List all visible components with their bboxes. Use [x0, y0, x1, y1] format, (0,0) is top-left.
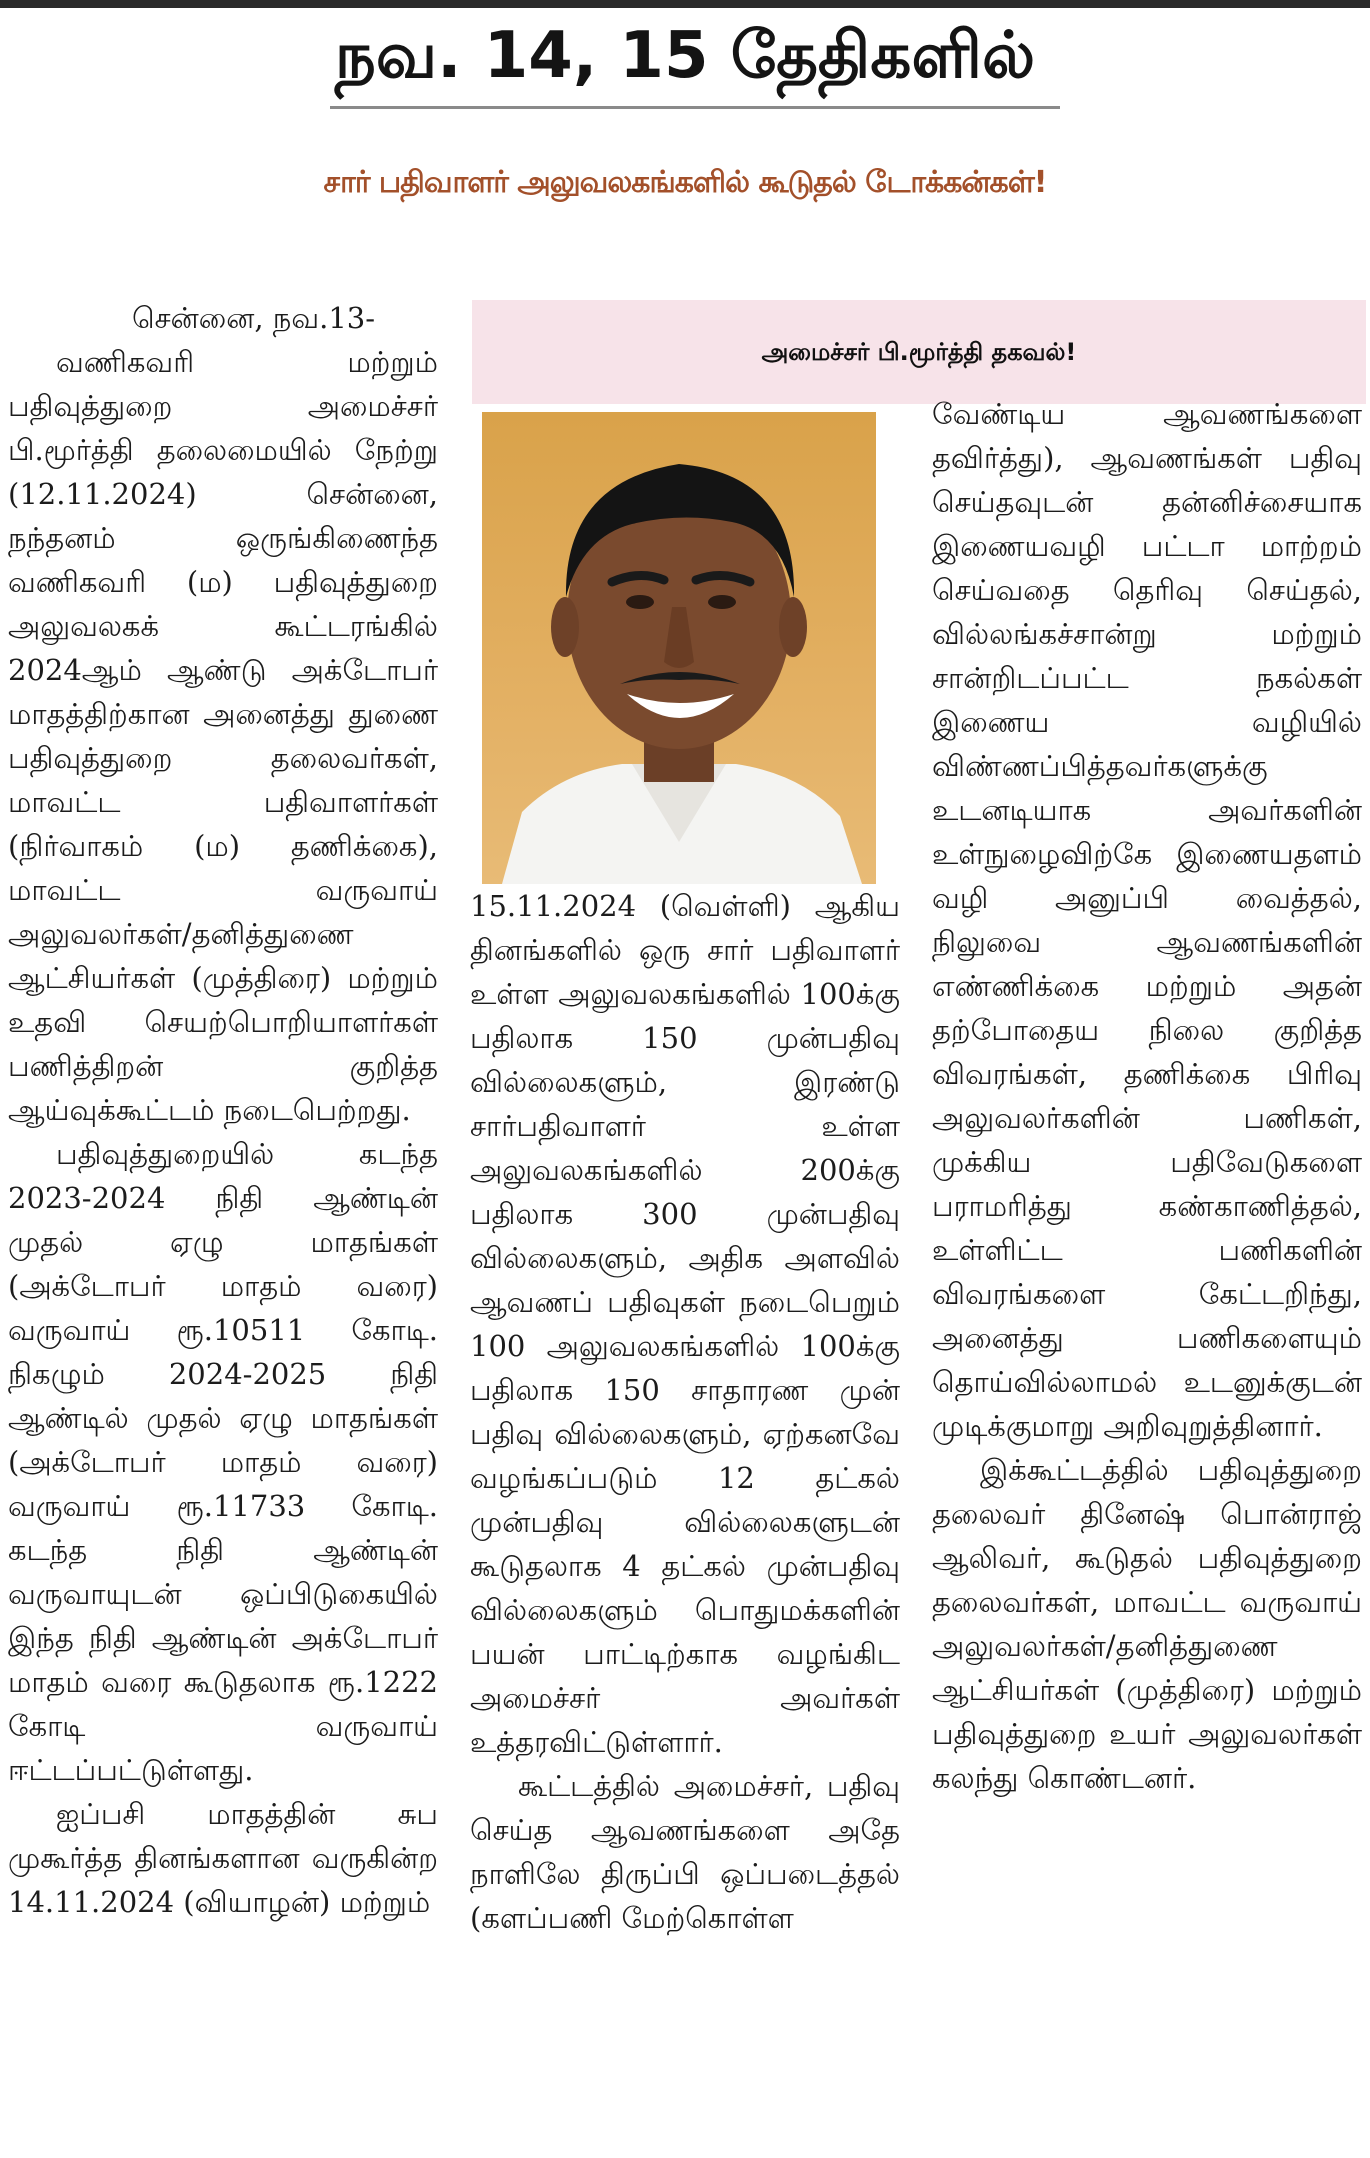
kicker-underline: [330, 106, 1060, 109]
subhead-box: [472, 300, 1366, 404]
paragraph: 15.11.2024 (வெள்ளி) ஆகிய தினங்களில் ஒரு சார் பதிவாளர் உள்ள அலுவலகங்களில் 100க்கு பதிலாக 150 முன்பதிவு வில்லைகளும், இரண்டு சார்பதிவாளர் உள்ள அலுவலகங்களில் 200க்கு பதிலாக 300 முன்பதிவு வில்லைகளும், அதிக அளவில் ஆவணப் பதிவுகள் நடைபெறும் 100 அலுவலகங்களில் 100க்கு பதிலாக 150 சாதாரண முன் பதிவு வில்லைகளும், ஏற்கனவே வழங்கப்படும் 12 தட்கல் முன்பதிவு வில்லைகளுடன் கூடுதலாக 4 தட்கல் முன்பதிவு வில்லைகளும் பொதுமக்களின் பயன் பாட்டிற்காக வழங்கிட அமைச்சர் அவர்கள் உத்தரவிட்டுள்ளார்.: [470, 889, 900, 1759]
paragraph: கூட்டத்தில் அமைச்சர், பதிவு செய்த ஆவணங்களை அதே நாளிலே திருப்பி ஒப்படைத்தல் (களப்பணி மேற்கொள்ள: [470, 1769, 900, 1935]
portrait-illustration: [482, 412, 876, 884]
paragraph: பதிவுத்துறையில் கடந்த 2023-2024 நிதி ஆண்டின் முதல் ஏழு மாதங்கள் (அக்டோபர் மாதம் வரை) வருவாய் ரூ.10511 கோடி. நிகழும் 2024-2025 நிதி ஆண்டில் முதல் ஏழு மாதங்கள் (அக்டோபர் மாதம் வரை) வருவாய் ரூ.11733 கோடி. கடந்த நிதி ஆண்டின் வருவாயுடன் ஒப்பிடுகையில் இந்த நிதி ஆண்டின் அக்டோபர் மாதம் வரை கூடுதலாக ரூ.1222 கோடி வருவாய் ஈட்டப்பட்டுள்ளது.: [8, 1137, 438, 1787]
kicker-headline: நவ. 14, 15 தேதிகளில்: [334, 19, 1036, 93]
article-column-1: [8, 296, 438, 1924]
article-column-3: [932, 392, 1362, 1800]
paragraph: வணிகவரி மற்றும் பதிவுத்துறை அமைச்சர் பி.மூர்த்தி தலைமையில் நேற்று (12.11.2024) சென்னை, நந்தனம் ஒருங்கிணைந்த வணிகவரி (ம) பதிவுத்துறை அலுவலகக் கூட்டரங்கில் 2024ஆம் ஆண்டு அக்டோபர் மாதத்திற்கான அனைத்து துணை பதிவுத்துறை தலைவர்கள், மாவட்ட பதிவாளர்கள் (நிர்வாகம் (ம) தணிக்கை), மாவட்ட வருவாய் அலுவலர்கள்/தனித்துணை ஆட்சியர்கள் (முத்திரை) மற்றும் உதவி செயற்பொறியாளர்கள் பணித்திறன் குறித்த ஆய்வுக்கூட்டம் நடைபெற்றது.: [8, 345, 438, 1127]
minister-portrait: [482, 412, 876, 884]
paragraph: வேண்டிய ஆவணங்களை தவிர்த்து), ஆவணங்கள் பதிவு செய்தவுடன் தன்னிச்சையாக இணையவழி பட்டா மாற்றம் செய்வதை தெரிவு செய்தல், வில்லங்கச்சான்று மற்றும் சான்றிடப்பட்ட நகல்கள் இணைய வழியில் விண்ணப்பித்தவர்களுக்கு உடனடியாக அவர்களின் உள்நுழைவிற்கே இணையதளம் வழி அனுப்பி வைத்தல், நிலுவை ஆவணங்களின் எண்ணிக்கை மற்றும் அதன் தற்போதைய நிலை குறித்த விவரங்கள், தணிக்கை பிரிவு அலுவலர்களின் பணிகள், முக்கிய பதிவேடுகளை பராமரித்து கண்காணித்தல், உள்ளிட்ட பணிகளின் விவரங்களை கேட்டறிந்து, அனைத்து பணிகளையும் தொய்வில்லாமல் உடனுக்குடன் முடிக்குமாறு அறிவுறுத்தினார்.: [932, 397, 1362, 1443]
top-rule: [0, 0, 1370, 8]
paragraph: ஐப்பசி மாதத்தின் சுப முகூர்த்த தினங்களான வருகின்ற 14.11.2024 (வியாழன்) மற்றும்: [8, 1797, 438, 1919]
article-column-2: [470, 884, 900, 1940]
main-headline: சார் பதிவாளர் அலுவலகங்களில் கூடுதல் டோக்கன்கள்!: [323, 165, 1047, 200]
dateline: சென்னை, நவ.13-: [132, 301, 376, 335]
subhead: அமைச்சர் பி.மூர்த்தி தகவல்!: [761, 338, 1077, 366]
paragraph: இக்கூட்டத்தில் பதிவுத்துறை தலைவர் தினேஷ் பொன்ராஜ் ஆலிவர், கூடுதல் பதிவுத்துறை தலைவர்கள், மாவட்ட வருவாய் அலுவலர்கள்/தனித்துணை ஆட்சியர்கள் (முத்திரை) மற்றும் பதிவுத்துறை உயர் அலுவலர்கள் கலந்து கொண்டனர்.: [932, 1453, 1362, 1795]
